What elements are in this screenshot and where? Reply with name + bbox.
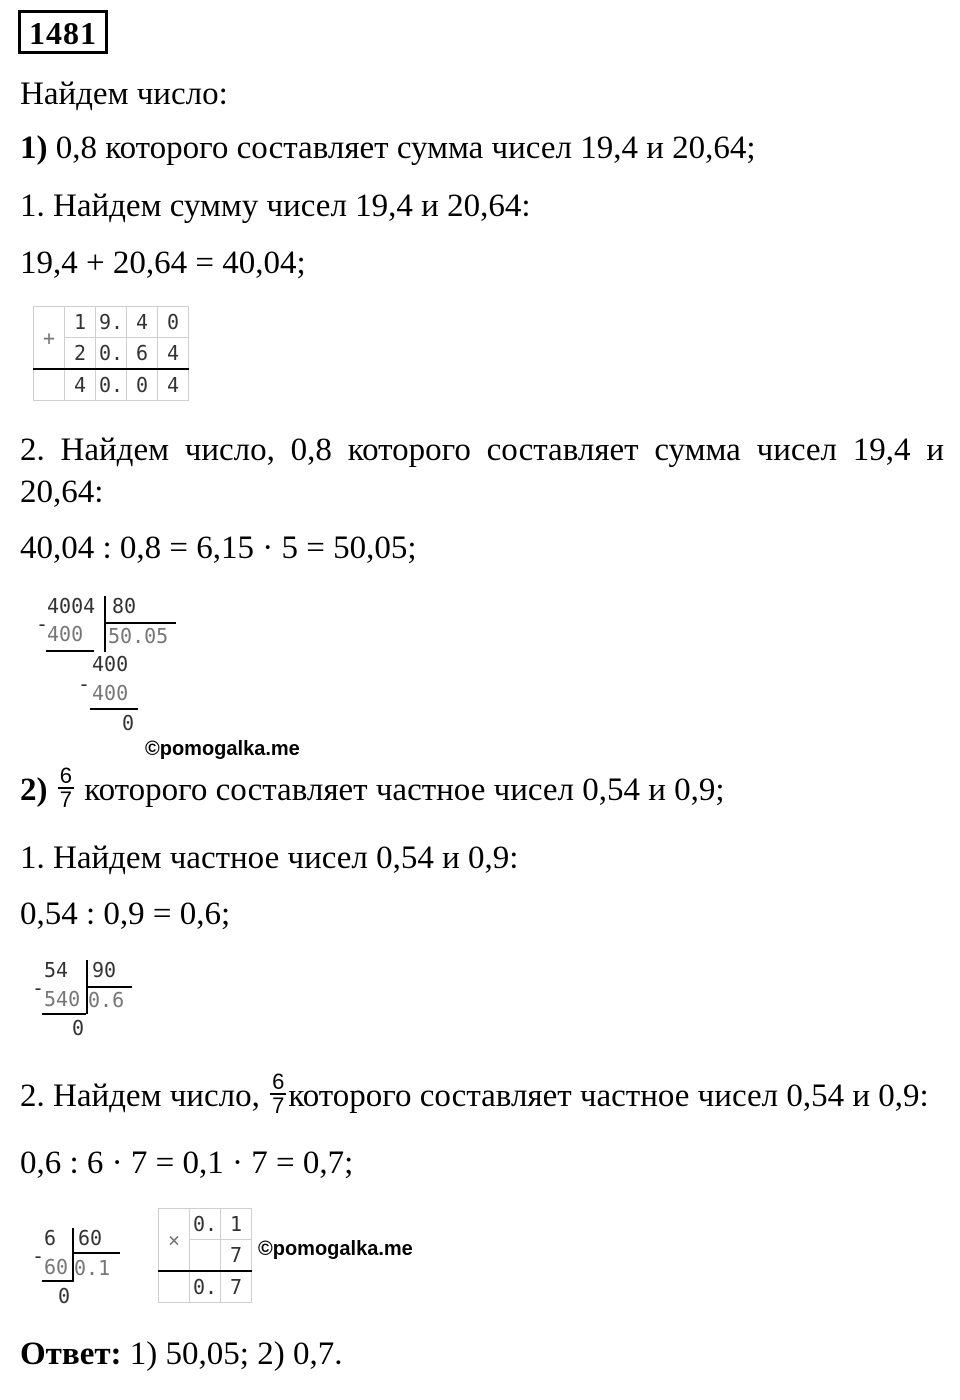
part2-equation2: 0,6 : 6 · 7 = 0,1 · 7 = 0,7; — [20, 1145, 354, 1181]
add-cell-empty — [34, 369, 65, 401]
add-cell: 6 — [127, 338, 158, 370]
division-quotient-line — [104, 622, 176, 624]
fraction — [58, 765, 74, 811]
mul-cell — [190, 1240, 221, 1272]
divisor: 80 — [112, 594, 137, 618]
fraction-numerator: 6 — [59, 763, 72, 789]
mul-result-cell: 7 — [221, 1271, 252, 1303]
plus-sign: + — [34, 307, 65, 370]
division-underline — [46, 650, 94, 652]
subtrahend: 60 — [44, 1255, 69, 1279]
part1-equation2: 40,04 : 0,8 = 6,15 · 5 = 50,05; — [20, 530, 417, 566]
problem-number: 1481 — [18, 10, 108, 54]
part2-step2-post: которого составляет частное чисел 0,54 и 0,9: — [288, 1078, 929, 1114]
add-cell: 1 — [65, 307, 96, 338]
part2-statement — [20, 763, 725, 813]
mul-result-cell: 0. — [190, 1271, 221, 1303]
answer-label: Ответ: — [20, 1336, 122, 1372]
minus-sign: - — [36, 612, 49, 636]
divisor: 90 — [92, 958, 117, 982]
answer — [20, 1334, 342, 1374]
part2-step2-pre: 2. Найдем число, — [20, 1078, 260, 1114]
minus-sign: - — [78, 672, 91, 696]
quotient: 50.05 — [108, 624, 169, 648]
division-underline — [42, 1280, 72, 1282]
remainder: 400 — [92, 652, 129, 676]
add-result-cell: 0 — [127, 369, 158, 401]
add-result-cell: 4 — [65, 369, 96, 401]
subtrahend: 540 — [44, 987, 81, 1011]
mul-cell: 7 — [221, 1240, 252, 1272]
add-cell: 9. — [96, 307, 127, 338]
division-result: 0 — [58, 1284, 71, 1308]
division-vertical-line — [72, 1228, 74, 1282]
divisor: 60 — [78, 1226, 103, 1250]
part1-label: 1) — [20, 130, 48, 166]
answer-text: 1) 50,05; 2) 0,7. — [121, 1336, 343, 1372]
fraction-numerator: 6 — [272, 1069, 285, 1095]
watermark: ©pomogalka.me — [258, 1238, 413, 1260]
add-result-cell: 0. — [96, 369, 127, 401]
dividend: 6 — [44, 1226, 57, 1250]
fraction — [270, 1071, 286, 1117]
multiplication-grid — [158, 1208, 252, 1303]
division-quotient-line — [72, 1252, 120, 1254]
part1-step2-line2: 20,64: — [20, 474, 104, 510]
part1-step1: 1. Найдем сумму чисел 19,4 и 20,64: — [20, 188, 531, 224]
minus-sign: - — [32, 976, 45, 1000]
dividend: 4004 — [47, 594, 96, 618]
division-quotient-line — [86, 986, 132, 988]
quotient: 0.1 — [74, 1256, 111, 1280]
division-underline — [42, 1013, 86, 1015]
add-cell: 0 — [158, 307, 189, 338]
part1-equation1: 19,4 + 20,64 = 40,04; — [20, 245, 306, 281]
minus-sign: - — [32, 1244, 45, 1268]
division-result: 0 — [72, 1016, 85, 1040]
part1-statement — [20, 128, 756, 168]
mul-cell: 1 — [221, 1209, 252, 1240]
addition-grid — [33, 306, 189, 401]
division-underline — [90, 708, 138, 710]
fraction-denominator: 7 — [59, 787, 72, 813]
part2-step1: 1. Найдем частное чисел 0,54 и 0,9: — [20, 840, 519, 876]
part1-statement-text: 0,8 которого составляет сумма чисел 19,4 и 20,64; — [55, 130, 756, 166]
subtrahend: 400 — [47, 622, 84, 646]
subtrahend: 400 — [92, 681, 129, 705]
part2-equation1: 0,54 : 0,9 = 0,6; — [20, 896, 231, 932]
division-result: 0 — [122, 711, 135, 735]
watermark: ©pomogalka.me — [145, 738, 300, 760]
mul-cell-empty — [159, 1271, 190, 1303]
part2-step2 — [20, 1069, 929, 1119]
division-vertical-line — [104, 596, 106, 652]
dividend: 54 — [44, 958, 69, 982]
add-cell: 0. — [96, 338, 127, 370]
part2-label: 2) — [20, 772, 48, 808]
intro-text: Найдем число: — [20, 76, 228, 112]
quotient: 0.6 — [88, 988, 125, 1012]
times-sign: × — [159, 1209, 190, 1272]
part2-statement-text: которого составляет частное чисел 0,54 и 0,9; — [84, 772, 725, 808]
add-cell: 4 — [127, 307, 158, 338]
part1-step2-line1: 2. Найдем число, 0,8 которого составляет сумма чисел 19,4 и — [20, 432, 944, 468]
add-cell: 4 — [158, 338, 189, 370]
add-result-cell: 4 — [158, 369, 189, 401]
fraction-denominator: 7 — [272, 1093, 285, 1119]
mul-cell: 0. — [190, 1209, 221, 1240]
add-cell: 2 — [65, 338, 96, 370]
